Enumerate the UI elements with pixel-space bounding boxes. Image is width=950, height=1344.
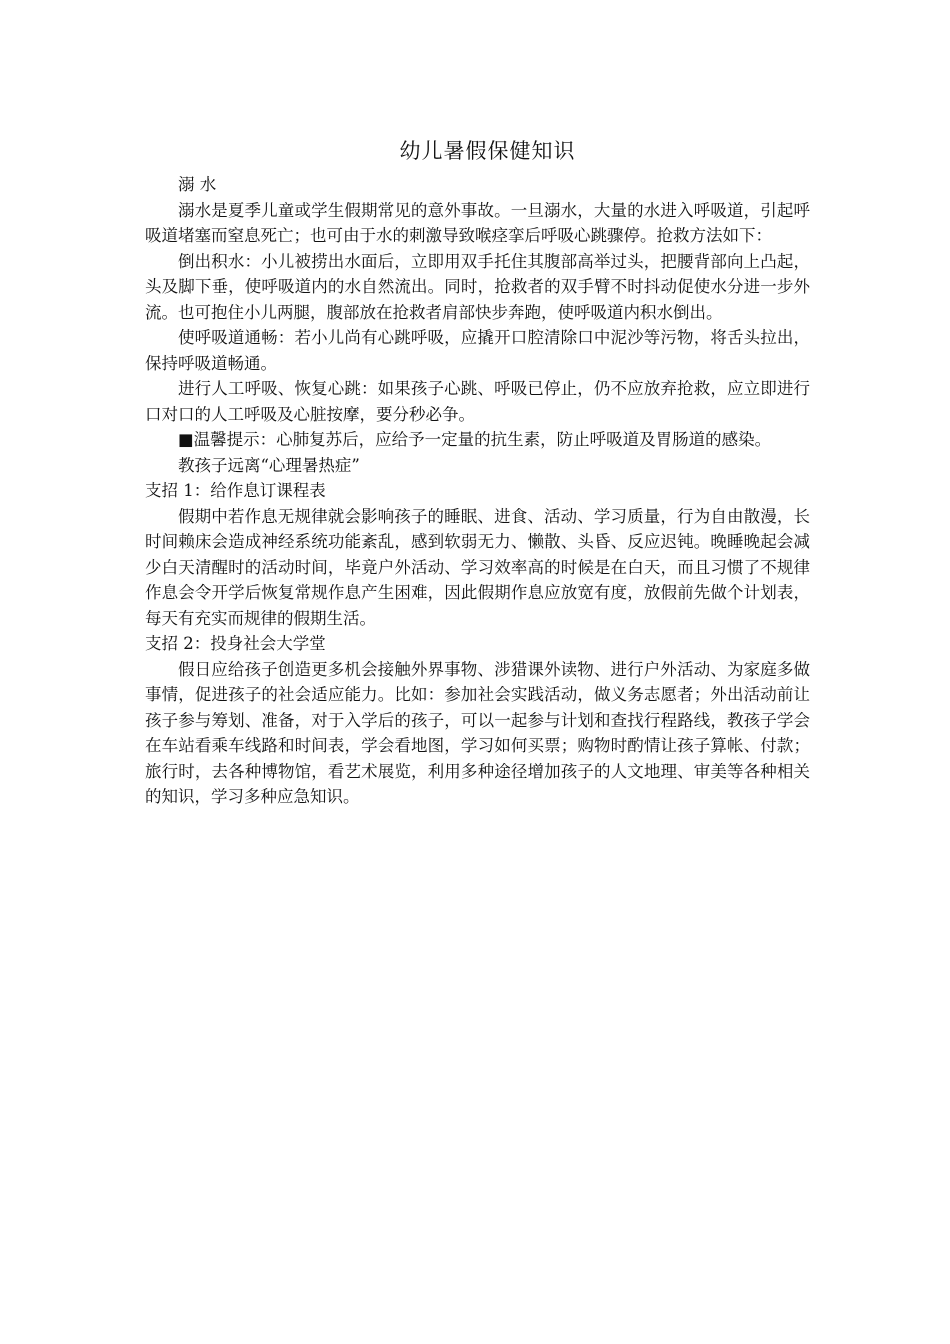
paragraph-society: 假日应给孩子创造更多机会接触外界事物、涉猎课外读物、进行户外活动、为家庭多做事情，促进孩子的社会适应能力。比如：参加社会实践活动，做义务志愿者；外出活动前让孩子参与筹划、准备，对于入学后的孩子，可以一起参与计划和查找行程路线，教孩子学会在车站看乘车线路和时间表，学会看地图，学习如何买票；购物时酌情让孩子算帐、付款；旅行时，去各种博物馆，看艺术展览，利用多种途径增加孩子的人文地理、审美等各种相关的知识，学习多种应急知识。: [145, 659, 810, 806]
section-heading-drowning: 溺 水: [178, 175, 217, 194]
paragraph-cpr: 进行人工呼吸、恢复心跳：如果孩子心跳、呼吸已停止，仍不应放弃抢救，应立即进行口对口的人工呼吸及心脏按摩，要分秒必争。: [145, 379, 810, 424]
tip-heading-1: 支招 1：给作息订课程表: [145, 481, 326, 500]
document-title: 幼儿暑假保健知识: [399, 139, 576, 163]
paragraph-warm-tip: ■温馨提示：心肺复苏后，应给予一定量的抗生素，防止呼吸道及胃肠道的感染。: [178, 430, 772, 449]
paragraph-clear-airway: 使呼吸道通畅：若小儿尚有心跳呼吸，应撬开口腔清除口中泥沙等污物，将舌头拉出，保持呼吸道畅通。: [145, 328, 810, 373]
paragraph-drain-water: 倒出积水：小儿被捞出水面后，立即用双手托住其腹部高举过头，把腰背部向上凸起，头及脚下垂，使呼吸道内的水自然流出。同时，抢救者的双手臂不时抖动促使水分进一步外流。也可抱住小儿两腿，腹部放在抢救者肩部快步奔跑，使呼吸道内积水倒出。: [145, 251, 810, 322]
document-body: [145, 136, 810, 810]
paragraph-drowning-intro: 溺水是夏季儿童或学生假期常见的意外事故。一旦溺水，大量的水进入呼吸道，引起呼吸道堵塞而窒息死亡；也可由于水的刺激导致喉痉挛后呼吸心跳骤停。抢救方法如下：: [145, 200, 810, 245]
paragraph-schedule: 假期中若作息无规律就会影响孩子的睡眠、进食、活动、学习质量，行为自由散漫，长时间赖床会造成神经系统功能紊乱，感到软弱无力、懒散、头昏、反应迟钝。晚睡晚起会减少白天清醒时的活动时间，毕竟户外活动、学习效率高的时候是在白天，而且习惯了不规律作息会令开学后恢复常规作息产生困难，因此假期作息应放宽有度，放假前先做个计划表，每天有充实而规律的假期生活。: [145, 506, 810, 628]
section-heading-summer-heat: 教孩子远离“心理暑热症”: [178, 455, 360, 475]
tip-heading-2: 支招 2：投身社会大学堂: [145, 634, 326, 653]
